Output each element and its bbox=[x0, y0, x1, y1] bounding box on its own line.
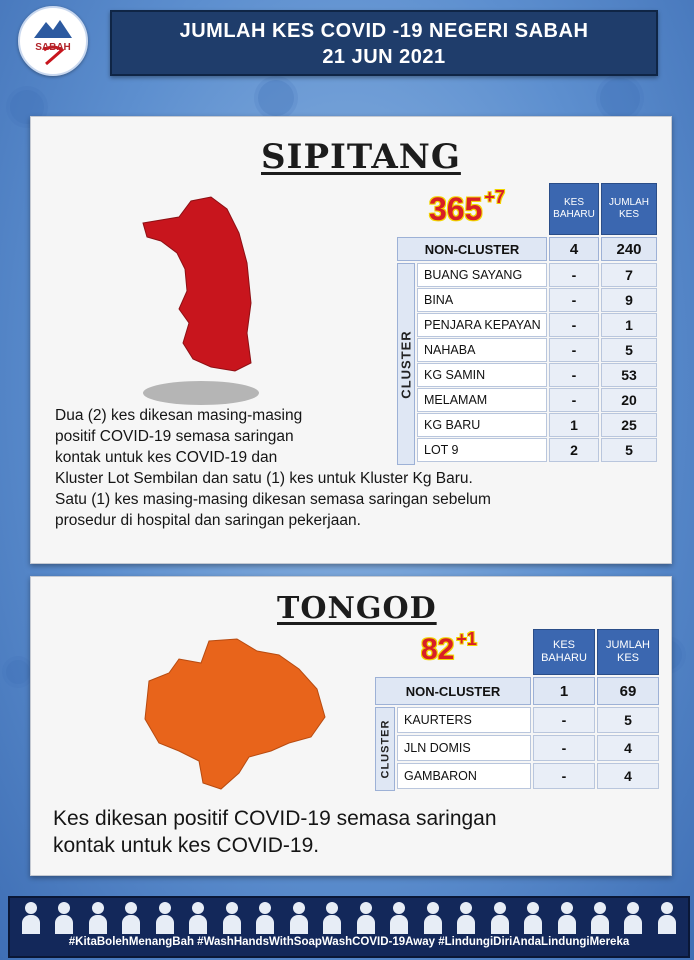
case-increase: +1 bbox=[456, 629, 477, 649]
district-description bbox=[55, 405, 645, 531]
report-date: 21 JUN 2021 bbox=[322, 46, 446, 68]
district-name: TONGOD bbox=[277, 591, 437, 626]
cluster-name: BUANG SAYANG bbox=[417, 263, 547, 287]
person-icon bbox=[288, 900, 310, 934]
person-icon bbox=[321, 900, 343, 934]
district-description bbox=[53, 805, 663, 859]
total-cases: 82 $^{+1}$ bbox=[421, 629, 477, 666]
cluster-total: 5 bbox=[597, 707, 659, 733]
description-line: Satu (1) kes masing-masing dikesan semasa saringan sebelum bbox=[55, 491, 491, 508]
cluster-name: GAMBARON bbox=[397, 763, 531, 789]
cluster-name: NAHABA bbox=[417, 338, 547, 362]
person-icon bbox=[656, 900, 678, 934]
cluster-total: 20 bbox=[601, 388, 657, 412]
cluster-new: - bbox=[533, 735, 595, 761]
person-icon bbox=[187, 900, 209, 934]
person-icon bbox=[154, 900, 176, 934]
cluster-total: 5 bbox=[601, 438, 657, 462]
non-cluster-total: 240 bbox=[601, 237, 657, 261]
cluster-name: LOT 9 bbox=[417, 438, 547, 462]
header-new-cases: KES BAHARU bbox=[533, 629, 595, 675]
hashtags: #KitaBolehMenangBah #WashHandsWithSoapWashCOVID-19Away #LindungiDiriAndaLindungiMereka bbox=[68, 936, 630, 948]
cluster-name: KAURTERS bbox=[397, 707, 531, 733]
cluster-label: CLUSTER bbox=[375, 707, 395, 791]
person-icon bbox=[87, 900, 109, 934]
virus-decoration bbox=[6, 660, 30, 684]
cluster-new: 2 bbox=[549, 438, 599, 462]
header-total-cases: JUMLAH KES bbox=[597, 629, 659, 675]
tongod-map bbox=[139, 633, 329, 793]
title-banner bbox=[110, 10, 658, 76]
cluster-new: - bbox=[533, 707, 595, 733]
description-line: prosedur di hospital dan saringan pekerjaan. bbox=[55, 512, 361, 529]
cluster-name: KG SAMIN bbox=[417, 363, 547, 387]
logo-text: SABAH bbox=[35, 42, 71, 53]
description-line: Kes dikesan positif COVID-19 semasa saringan bbox=[53, 807, 497, 830]
person-icon bbox=[120, 900, 142, 934]
district-panel-sipitang bbox=[30, 116, 672, 564]
footer-banner bbox=[8, 896, 690, 958]
header-new-cases: KES BAHARU bbox=[549, 183, 599, 235]
person-icon bbox=[622, 900, 644, 934]
frontliner-figures bbox=[20, 900, 678, 934]
non-cluster-new: 1 bbox=[533, 677, 595, 705]
non-cluster-new: 4 bbox=[549, 237, 599, 261]
person-icon bbox=[489, 900, 511, 934]
header-total-cases: JUMLAH KES bbox=[601, 183, 657, 235]
person-icon bbox=[589, 900, 611, 934]
cluster-name: KG BARU bbox=[417, 413, 547, 437]
cluster-total: 4 bbox=[597, 735, 659, 761]
description-line: Dua (2) kes dikesan masing-masing bbox=[55, 407, 303, 424]
cluster-name: MELAMAM bbox=[417, 388, 547, 412]
total-cases: 365 $^{+7}$ bbox=[429, 187, 505, 227]
non-cluster-total: 69 bbox=[597, 677, 659, 705]
person-icon bbox=[221, 900, 243, 934]
description-line: kontak untuk kes COVID-19. bbox=[53, 834, 320, 857]
district-name: SIPITANG bbox=[261, 137, 461, 177]
person-icon bbox=[20, 900, 42, 934]
cluster-total: 1 bbox=[601, 313, 657, 337]
person-icon bbox=[254, 900, 276, 934]
non-cluster-label: NON-CLUSTER bbox=[375, 677, 531, 705]
cluster-new: - bbox=[549, 288, 599, 312]
cluster-total: 5 bbox=[601, 338, 657, 362]
virus-decoration bbox=[600, 78, 640, 118]
virus-decoration bbox=[258, 80, 294, 116]
person-icon bbox=[388, 900, 410, 934]
cluster-total: 7 bbox=[601, 263, 657, 287]
person-icon bbox=[455, 900, 477, 934]
case-increase: +7 bbox=[484, 187, 505, 207]
cluster-name: PENJARA KEPAYAN bbox=[417, 313, 547, 337]
description-line: kontak untuk kes COVID-19 dan bbox=[55, 449, 278, 466]
description-line: positif COVID-19 semasa saringan bbox=[55, 428, 294, 445]
cluster-new: - bbox=[549, 363, 599, 387]
cluster-new: - bbox=[549, 338, 599, 362]
person-icon bbox=[53, 900, 75, 934]
non-cluster-label: NON-CLUSTER bbox=[397, 237, 547, 261]
cluster-name: BINA bbox=[417, 288, 547, 312]
cluster-new: 1 bbox=[549, 413, 599, 437]
sipitang-map bbox=[131, 193, 271, 413]
cluster-new: - bbox=[533, 763, 595, 789]
cluster-total: 4 bbox=[597, 763, 659, 789]
cluster-new: - bbox=[549, 263, 599, 287]
cluster-total: 53 bbox=[601, 363, 657, 387]
page-title: JUMLAH KES COVID -19 NEGERI SABAH bbox=[179, 20, 589, 42]
person-icon bbox=[355, 900, 377, 934]
cluster-new: - bbox=[549, 388, 599, 412]
district-panel-tongod bbox=[30, 576, 672, 876]
cluster-label: CLUSTER bbox=[397, 263, 415, 465]
person-icon bbox=[556, 900, 578, 934]
person-icon bbox=[522, 900, 544, 934]
person-icon bbox=[422, 900, 444, 934]
cluster-new: - bbox=[549, 313, 599, 337]
description-line: Kluster Lot Sembilan dan satu (1) kes untuk Kluster Kg Baru. bbox=[55, 470, 473, 487]
cluster-name: JLN DOMIS bbox=[397, 735, 531, 761]
cluster-total: 9 bbox=[601, 288, 657, 312]
sabah-logo bbox=[18, 6, 88, 76]
cluster-total: 25 bbox=[601, 413, 657, 437]
